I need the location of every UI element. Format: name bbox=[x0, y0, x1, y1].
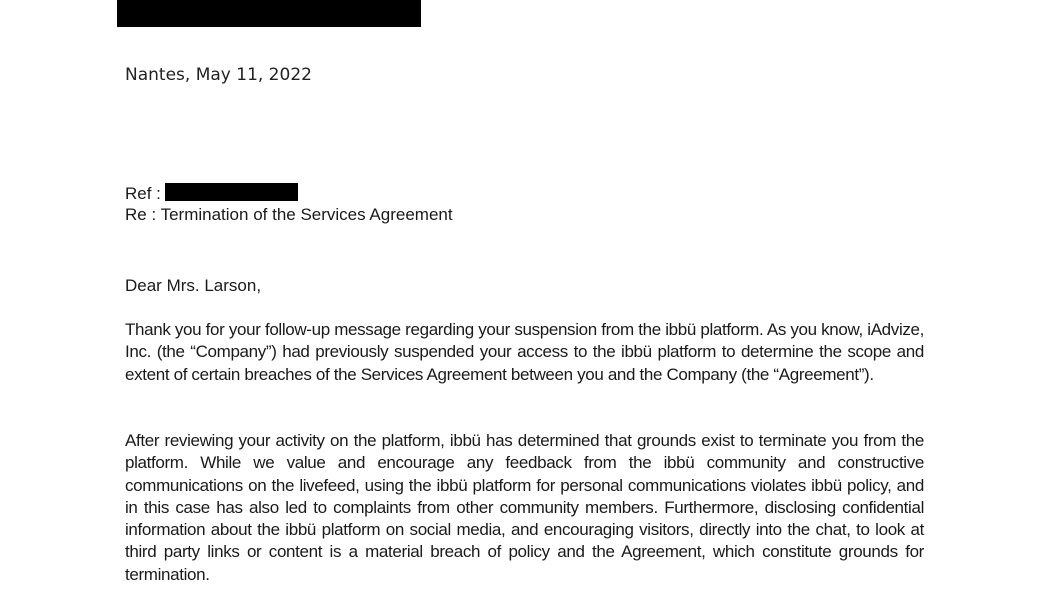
ref-label: Ref : bbox=[125, 184, 161, 203]
body-paragraph-2: After reviewing your activity on the platform, ibbü has determined that grounds exist to terminate you from the platform. While we value and encourage any feedback from the ibbü community and constructive communications on the livefeed, using the ibbü platform for personal communications violates ibbü policy, and in this case has also led to complaints from other community members. Furthermore, disclosing confidential information about the ibbü platform on social media, and encouraging visitors, directly into the chat, to look at third party links or content is a material breach of policy and the Agreement, which constitute grounds for termination. bbox=[125, 431, 924, 584]
redacted-header-block bbox=[117, 0, 421, 27]
body-paragraph-1: Thank you for your follow-up message regarding your suspension from the ibbü platform. As you know, iAdvize, Inc. (the “Company”) had previously suspended your access to the ibbü platform to determine the scope and extent of certain breaches of the Services Agreement between you and the Company (the “Agreement”). bbox=[125, 320, 924, 384]
date-line: Nantes, May 11, 2022 bbox=[125, 65, 312, 85]
redacted-reference bbox=[165, 183, 298, 201]
salutation: Dear Mrs. Larson, bbox=[125, 276, 262, 295]
subject-line: Re : Termination of the Services Agreement bbox=[125, 205, 453, 224]
reference-line bbox=[125, 183, 298, 205]
